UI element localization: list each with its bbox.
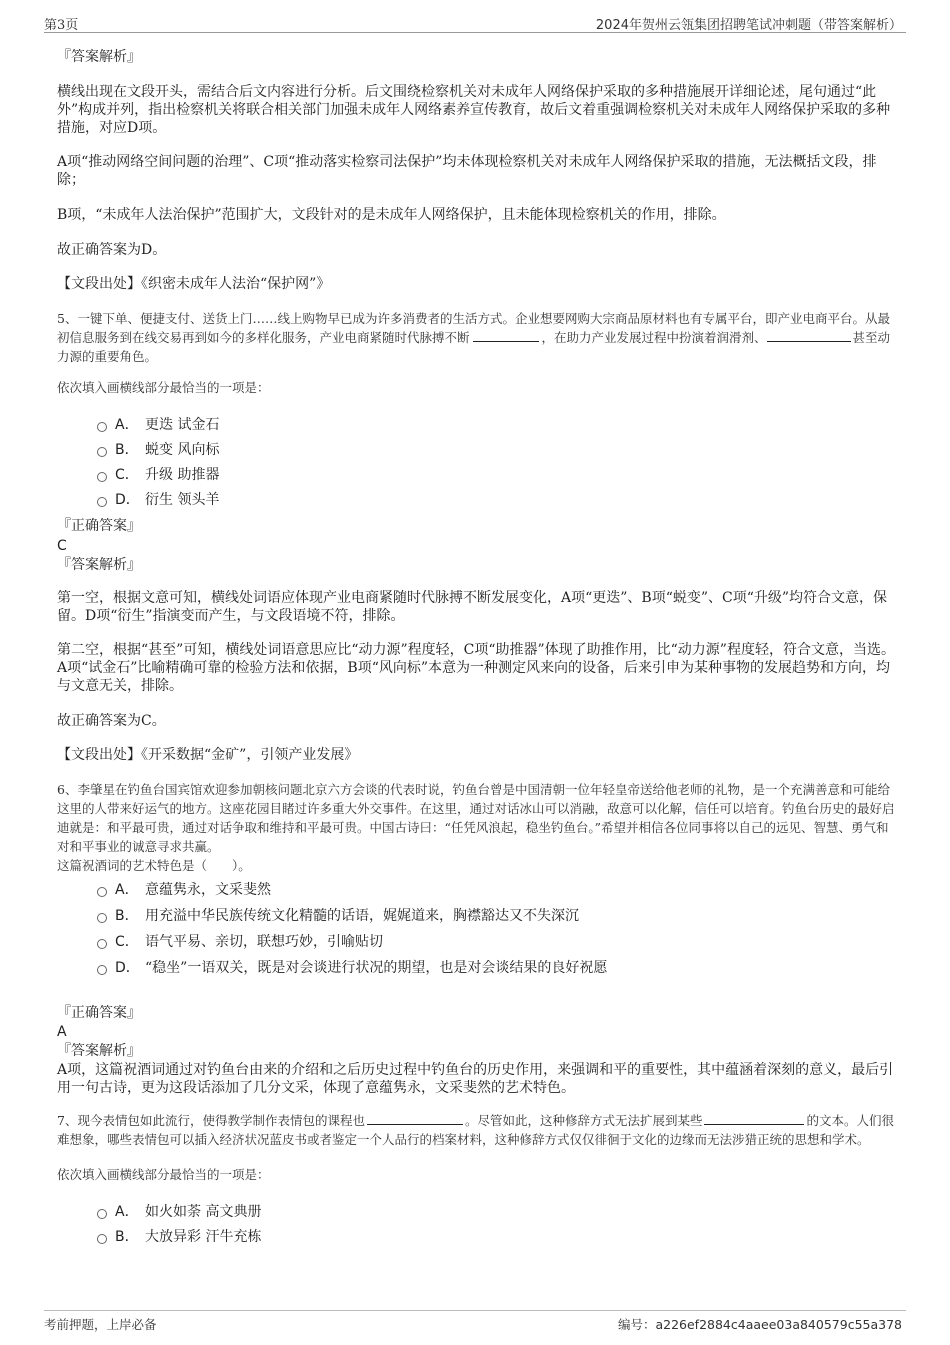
q5-analysis-p2: 第二空，根据“甚至”可知，横线处词语意思应比“动力源”程度轻，C项“助推器”体现了助推作用，比“动力源”程度轻，符合文意，当选。A项“试金石”比喻精确可靠的检验方法和依据，B项“风向标”本意为一种测定风来向的设备，后来引申为某种事物的发展趋势和方向，均与文意无关，排除。	[57, 642, 895, 694]
q6-correct-answer: A	[57, 1024, 67, 1040]
document-title: 2024年贺州云瓴集团招聘笔试冲刺题（带答案解析）	[595, 18, 902, 33]
blank-2	[767, 329, 851, 342]
q4-analysis-p2: A项“推动网络空间问题的治理”、C项“推动落实检察司法保护”均未体现检察机关对未成年人网络保护采取的措施，无法概括文段，排除；	[57, 154, 877, 188]
q7-instruction: 依次填入画横线部分最恰当的一项是：	[57, 1167, 270, 1182]
page-header	[44, 12, 906, 33]
q6-stem: 6、李肇星在钓鱼台国宾馆欢迎参加朝核问题北京六方会谈的代表时说，钓鱼台曾是中国清朝一位年轻皇帝送给他老师的礼物，是一个充满善意和可能给这里的人带来好运气的地方。这座花园目睹过许多重大外交事件。在这里，通过对话冰山可以消融，敌意可以化解，信任可以培育。钓鱼台历史的最好启迪就是：和平最可贵，通过对话争取和维持和平最可贵。中国古诗曰：“任凭风浪起，稳坐钓鱼台。”希望并相信各位同事将以自己的远见、智慧、勇气和对和平事业的诚意寻求共赢。	[57, 782, 895, 854]
q5-option-d[interactable]: D． 衍生 领头羊	[95, 488, 897, 513]
q6-option-b[interactable]: B． 用充溢中华民族传统文化精髓的话语，娓娓道来，胸襟豁达又不失深沉	[95, 904, 897, 930]
q6-option-a[interactable]: A． 意蕴隽永，文采斐然	[95, 878, 897, 904]
q6-option-d[interactable]: D． “稳坐”一语双关，既是对会谈进行状况的期望，也是对会谈结果的良好祝愿	[95, 956, 897, 982]
q5-options	[57, 413, 897, 513]
q5-correct-label: 『正确答案』	[57, 518, 141, 534]
radio-icon[interactable]	[97, 939, 107, 949]
q4-analysis-p3: B项，“未成年人法治保护”范围扩大，文段针对的是未成年人网络保护，且未能体现检察机关的作用，排除。	[57, 207, 726, 223]
q4-answer: 故正确答案为D。	[57, 242, 167, 258]
q7-option-a[interactable]: A． 如火如荼 高文典册	[95, 1200, 897, 1225]
q6-question: 这篇祝酒词的艺术特色是（ ）。	[57, 858, 251, 873]
blank-1	[367, 1112, 463, 1125]
q5-source: 【文段出处】《开采数据“金矿”，引领产业发展》	[57, 747, 359, 763]
radio-icon[interactable]	[97, 1234, 107, 1244]
q5-analysis-label: 『答案解析』	[57, 557, 141, 573]
q6-analysis-label: 『答案解析』	[57, 1043, 141, 1059]
radio-icon[interactable]	[97, 1209, 107, 1219]
q5-option-b[interactable]: B． 蜕变 风向标	[95, 438, 897, 463]
blank-1	[473, 329, 539, 342]
q5-correct-answer: C	[57, 538, 67, 554]
document-body	[57, 40, 897, 1250]
q4-analysis-label: 『答案解析』	[57, 49, 141, 65]
q4-analysis-p1: 横线出现在文段开头，需结合后文内容进行分析。后文围绕检察机关对未成年人网络保护采取的多种措施展开详细论述，尾句通过“此外”构成并列，指出检察机关将联合相关部门加强未成年人网络素养宣传教育，故后文着重强调检察机关对未成年人网络保护采取的多种措施，对应D项。	[57, 84, 891, 136]
footer-slogan: 考前押题，上岸必备	[44, 1317, 157, 1332]
radio-icon[interactable]	[97, 887, 107, 897]
q4-source: 【文段出处】《织密未成年人法治“保护网”》	[57, 276, 331, 292]
radio-icon[interactable]	[97, 497, 107, 507]
radio-icon[interactable]	[97, 447, 107, 457]
q6-options	[57, 878, 897, 982]
q7-options	[57, 1200, 897, 1250]
q5-option-c[interactable]: C． 升级 助推器	[95, 463, 897, 488]
q5-answer: 故正确答案为C。	[57, 713, 166, 729]
q6-option-c[interactable]: C． 语气平易、亲切，联想巧妙，引喻贴切	[95, 930, 897, 956]
q6-correct-label: 『正确答案』	[57, 1005, 141, 1021]
page-footer	[44, 1310, 906, 1335]
q5-instruction: 依次填入画横线部分最恰当的一项是：	[57, 380, 270, 395]
q7-stem: 7、现今表情包如此流行，使得教学制作表情包的课程也 。尽管如此，这种修辞方式无法扩展到某些 的文本。人们很难想象，哪些表情包可以插入经济状况蓝皮书或者鉴定一个人品行的档案材料，这种修辞方式仅仅徘徊于文化的边缘而无法涉猎正统的思想和学术。	[57, 1113, 894, 1147]
radio-icon[interactable]	[97, 913, 107, 923]
document-code: 编号：a226ef2884c4aaee03a840579c55a378	[617, 1317, 902, 1332]
blank-2	[704, 1112, 804, 1125]
q6-analysis: A项，这篇祝酒词通过对钓鱼台由来的介绍和之后历史过程中钓鱼台的历史作用，来强调和平的重要性，其中蕴涵着深刻的意义，最后引用一句古诗，更为这段话添加了几分文采，体现了意蕴隽永，文采斐然的艺术特色。	[57, 1062, 894, 1096]
q5-stem: 5、一键下单、便捷支付、送货上门……线上购物早已成为许多消费者的生活方式。企业想要网购大宗商品原材料也有专属平台，即产业电商平台。从最初信息服务到在线交易再到如今的多样化服务，产业电商紧随时代脉搏不断 ，在助力产业发展过程中扮演着润滑剂、 甚至动力源的重要角色。	[57, 311, 891, 364]
radio-icon[interactable]	[97, 422, 107, 432]
q5-option-a[interactable]: A． 更迭 试金石	[95, 413, 897, 438]
radio-icon[interactable]	[97, 965, 107, 975]
radio-icon[interactable]	[97, 472, 107, 482]
q5-analysis-p1: 第一空，根据文意可知，横线处词语应体现产业电商紧随时代脉搏不断发展变化，A项“更迭”、B项“蜕变”、C项“升级”均符合文意，保留。D项“衍生”指演变而产生，与文段语境不符，排除。	[57, 590, 888, 624]
q7-option-b[interactable]: B． 大放异彩 汗牛充栋	[95, 1225, 897, 1250]
page-number: 第3页	[44, 18, 79, 33]
